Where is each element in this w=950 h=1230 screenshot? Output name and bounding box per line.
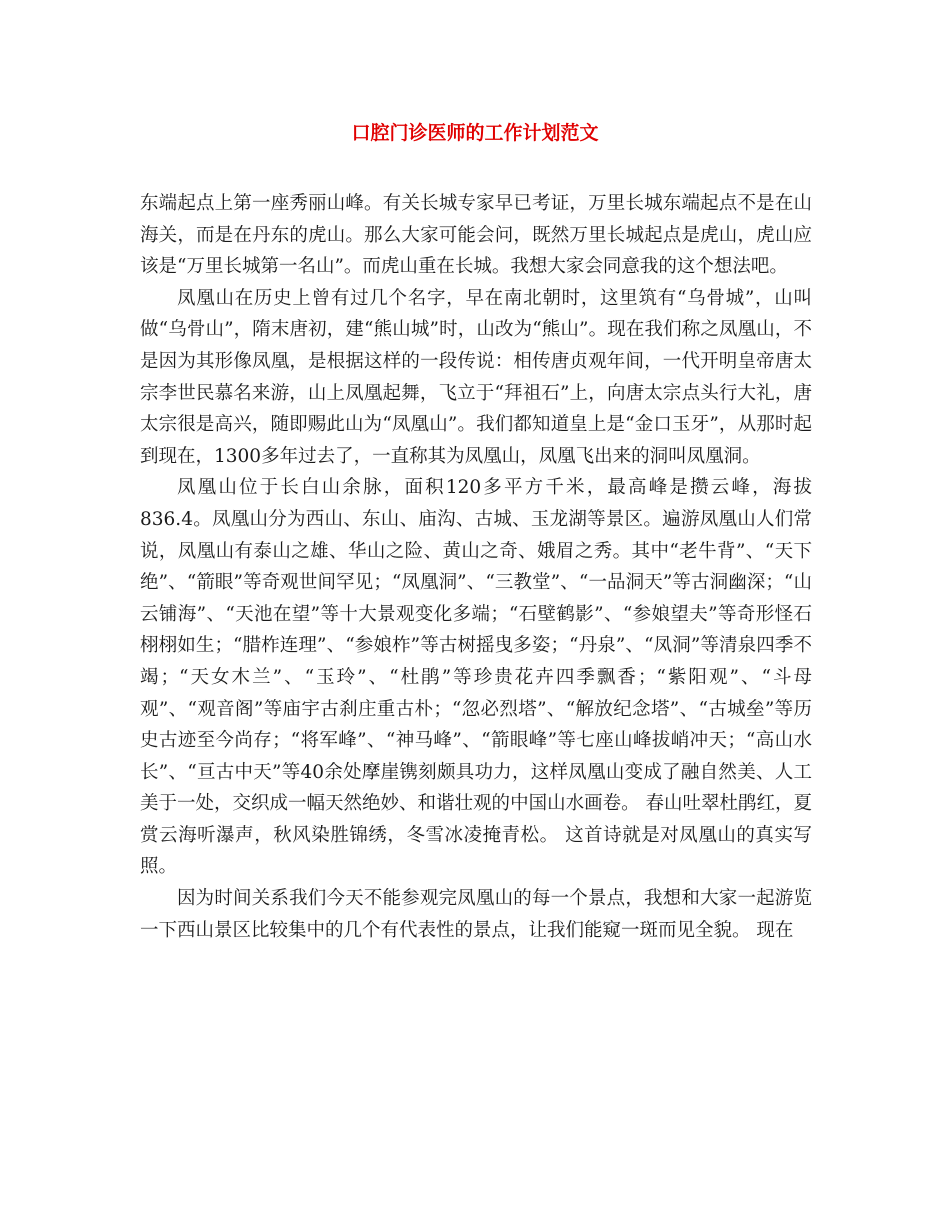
paragraph-3: 凤凰山位于长白山余脉，面积120多平方千米，最高峰是攒云峰，海拔836.4。凤凰山分为西山、东山、庙沟、古城、玉龙湖等景区。遍游凤凰山人们常说，凤凰山有泰山之雄、华山之险、黄山之奇、娥眉之秀。其中“老牛背”、“天下绝”、“箭眼”等奇观世间罕见；“凤凰洞”、“三教堂”、“一品洞天”等古洞幽深；“山云铺海”、“天池在望”等十大景观变化多端；“石壁鹤影”、“参娘望夫”等奇形怪石栩栩如生；“腊柞连理”、“参娘柞”等古树摇曳多姿；“丹泉”、“凤洞”等清泉四季不竭；“天女木兰”、“玉玲”、“杜鹃”等珍贵花卉四季飘香；“紫阳观”、“斗母观”、“观音阁”等庙宇古刹庄重古朴；“忽必烈塔”、“解放纪念塔”、“古城垒”等历史古迹至今尚存；“将军峰”、“神马峰”、“箭眼峰”等七座山峰拔峭冲天；“高山水长”、“亘古中天”等40余处摩崖镌刻颇具功力，这样凤凰山变成了融自然美、人工美于一处，交织成一幅天然绝妙、和谐壮观的中国山水画卷。 春山吐翠杜鹃红，夏赏云海听瀑声，秋风染胜锦绣，冬雪冰凌掩青松。 这首诗就是对凤凰山的真实写照。 <box>140 477 812 878</box>
paragraph-2: 凤凰山在历史上曾有过几个名字，早在南北朝时，这里筑有“乌骨城”，山叫做“乌骨山”，隋末唐初，建“熊山城”时，山改为“熊山”。现在我们称之凤凰山，不是因为其形像凤凰，是根据这样的一段传说：相传唐贞观年间，一代开明皇帝唐太宗李世民慕名来游，山上凤凰起舞，飞立于“拜祖石”上，向唐太宗点头行大礼，唐太宗很是高兴，随即赐此山为“凤凰山”。我们都知道皇上是“金口玉牙”，从那时起到现在，1300多年过去了，一直称其为凤凰山，凤凰飞出来的洞叫凤凰洞。 <box>140 287 812 467</box>
paragraph-1: 东端起点上第一座秀丽山峰。有关长城专家早已考证，万里长城东端起点不是在山海关，而是在丹东的虎山。那么大家可能会问，既然万里长城起点是虎山，虎山应该是“万里长城第一名山”。而虎山重在长城。我想大家会同意我的这个想法吧。 <box>140 193 812 278</box>
document-title: 口腔门诊医师的工作计划范文 <box>351 122 599 144</box>
document-body <box>140 188 812 946</box>
paragraph-4: 因为时间关系我们今天不能参观完凤凰山的每一个景点，我想和大家一起游览一下西山景区比较集中的几个有代表性的景点，让我们能窥一斑而见全貌。 现在 <box>140 888 812 941</box>
